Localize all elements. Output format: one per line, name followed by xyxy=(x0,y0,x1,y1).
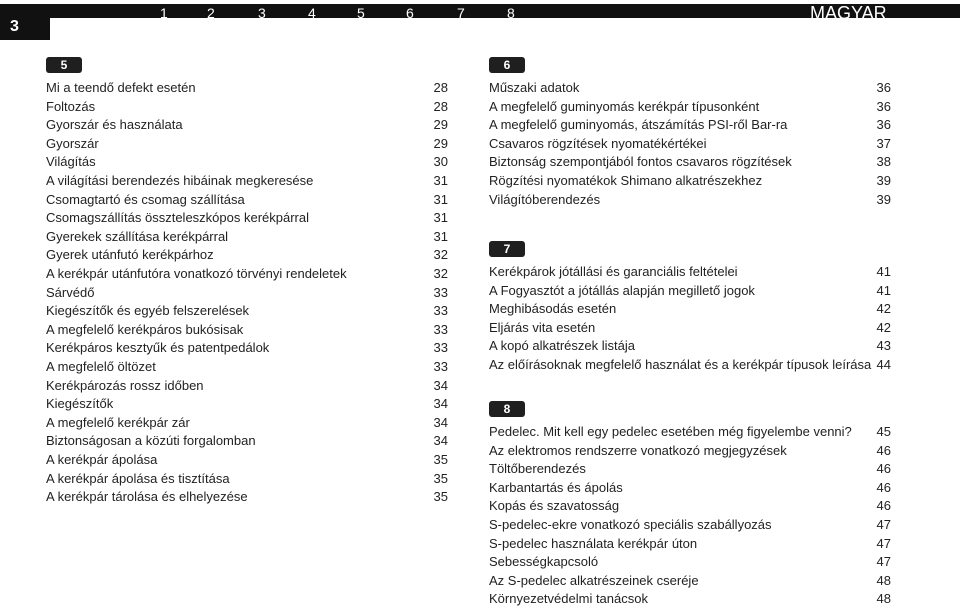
toc-entry[interactable] xyxy=(46,285,448,301)
toc-entry[interactable] xyxy=(46,173,448,189)
toc-entry-title: Világítás xyxy=(46,154,96,170)
toc-entry-page: 34 xyxy=(433,414,448,430)
toc-entry-page: 31 xyxy=(433,191,448,207)
toc-entry[interactable] xyxy=(489,573,891,589)
toc-entry[interactable] xyxy=(46,99,448,115)
toc-entry-page: 46 xyxy=(876,479,891,495)
toc-entry[interactable] xyxy=(46,192,448,208)
toc-entry-page: 41 xyxy=(876,264,891,279)
toc-entry[interactable] xyxy=(46,433,448,449)
toc-entry[interactable] xyxy=(489,357,891,373)
toc-entry-title: Sebességkapcsoló xyxy=(489,554,599,570)
chapter-tab-1[interactable]: 1 xyxy=(160,5,168,21)
chapter-tab-3[interactable]: 3 xyxy=(258,5,266,21)
toc-entry-page: 28 xyxy=(433,98,448,114)
toc-entry[interactable] xyxy=(489,461,891,477)
toc-entry-page: 33 xyxy=(433,321,448,337)
toc-entry-page: 31 xyxy=(433,210,448,226)
chapter-tab-6[interactable]: 6 xyxy=(406,5,414,21)
toc-entry-page: 35 xyxy=(433,470,448,486)
toc-entry-title: A Fogyasztót a jótállás alapján megillető jogok xyxy=(489,282,755,298)
toc-entry[interactable] xyxy=(489,80,891,96)
toc-entry[interactable] xyxy=(46,154,448,170)
toc-entry[interactable] xyxy=(489,264,891,280)
toc-entry-page: 46 xyxy=(876,461,891,477)
toc-entry[interactable] xyxy=(46,322,448,338)
toc-entry-title: Kopás és szavatosság xyxy=(489,498,620,514)
toc-entry[interactable] xyxy=(489,173,891,189)
toc-entry-title: Eljárás vita esetén xyxy=(489,319,596,335)
toc-entry-page: 34 xyxy=(433,377,448,393)
toc-entry-page: 42 xyxy=(876,301,891,317)
toc-entry[interactable] xyxy=(489,136,891,152)
toc-entry-title: A megfelelő guminyomás kerékpár típusonként xyxy=(489,98,760,114)
toc-entry-page: 31 xyxy=(433,228,448,244)
toc-entry-page: 33 xyxy=(433,359,448,374)
section-7 xyxy=(489,240,525,258)
toc-entry-page: 36 xyxy=(876,80,891,95)
toc-entry[interactable] xyxy=(489,192,891,208)
toc-entry-title: Kiegészítők xyxy=(46,396,114,412)
toc-entry-page: 35 xyxy=(433,489,448,505)
toc-entry-page: 29 xyxy=(433,135,448,151)
toc-entry-page: 34 xyxy=(433,396,448,412)
toc-entry[interactable] xyxy=(489,338,891,354)
chapter-tab-8[interactable]: 8 xyxy=(507,5,515,21)
toc-entry[interactable] xyxy=(46,415,448,431)
header-bar xyxy=(0,0,960,40)
section-badge: 7 xyxy=(489,241,525,257)
toc-entry-title: Biztonság szempontjából fontos csavaros rögzítések xyxy=(489,154,792,170)
toc-entry-page: 33 xyxy=(433,303,448,319)
toc-entry-title: Gyorszár xyxy=(46,135,99,151)
toc-entry-page: 32 xyxy=(433,247,448,263)
language-label: MAGYAR xyxy=(810,3,887,23)
toc-entry[interactable] xyxy=(46,489,448,505)
section-badge: 5 xyxy=(46,57,82,73)
toc-entry[interactable] xyxy=(489,301,891,317)
toc-entry-page: 48 xyxy=(876,572,891,588)
toc-entry-page: 28 xyxy=(433,80,448,95)
section-badge: 8 xyxy=(489,401,525,417)
section-5 xyxy=(46,56,450,74)
chapter-tab-5[interactable]: 5 xyxy=(357,5,365,21)
toc-entry-title: A megfelelő öltözet xyxy=(46,359,156,374)
toc-entry-title: Rögzítési nyomatékok Shimano alkatrészekhez xyxy=(489,173,763,188)
toc-entry-page: 42 xyxy=(876,319,891,335)
toc-entry[interactable] xyxy=(489,517,891,533)
toc-entry-title: A megfelelő kerékpár zár xyxy=(46,414,190,430)
toc-entry[interactable] xyxy=(46,340,448,356)
toc-entry[interactable] xyxy=(489,480,891,496)
toc-entry-page: 39 xyxy=(876,191,891,207)
toc-entry-page: 43 xyxy=(876,338,891,354)
toc-entry-title: Gyerekek szállítása kerékpárral xyxy=(46,228,229,244)
toc-entry-page: 41 xyxy=(876,282,891,298)
toc-entry-page: 35 xyxy=(433,452,448,467)
toc-entry-title: Műszaki adatok xyxy=(489,80,580,95)
toc-entry[interactable] xyxy=(46,452,448,468)
toc-entry-title: Gyorszár és használata xyxy=(46,117,183,133)
toc-entry[interactable] xyxy=(46,229,448,245)
toc-entry-title: A megfelelő guminyomás, átszámítás PSI-ről Bar-ra xyxy=(489,117,788,133)
toc-entry[interactable] xyxy=(46,471,448,487)
toc-entry-title: Karbantartás és ápolás xyxy=(489,479,623,495)
toc-entry[interactable] xyxy=(46,359,448,375)
toc-entry-page: 29 xyxy=(433,117,448,133)
toc-entry-title: Környezetvédelmi tanácsok xyxy=(489,591,648,607)
toc-entry-title: Világítóberendezés xyxy=(489,191,601,207)
toc-entry[interactable] xyxy=(46,210,448,226)
toc-entry[interactable] xyxy=(489,591,891,607)
toc-entry-page: 46 xyxy=(876,442,891,458)
section-badge: 6 xyxy=(489,57,525,73)
section-6 xyxy=(489,56,525,74)
toc-entry-page: 36 xyxy=(876,117,891,133)
toc-entry-title: Kerékpáros kesztyűk és patentpedálok xyxy=(46,340,270,356)
toc-entry-title: Az előírásoknak megfelelő használat és a kerékpár típusok leírása xyxy=(489,357,872,372)
chapter-tab-7[interactable]: 7 xyxy=(457,5,465,21)
toc-entry-title: Az S-pedelec alkatrészeinek cseréje xyxy=(489,572,699,588)
toc-entry-title: Csavaros rögzítések nyomatékértékei xyxy=(489,135,707,151)
toc-entry-page: 44 xyxy=(876,357,891,372)
toc-entry-title: A kerékpár ápolása és tisztítása xyxy=(46,470,230,486)
toc-entry-page: 39 xyxy=(876,173,891,188)
toc-entry-title: Meghibásodás esetén xyxy=(489,301,617,317)
toc-entry[interactable] xyxy=(46,80,448,96)
page-number: 3 xyxy=(0,4,50,40)
toc-entry-title: A kerékpár ápolása xyxy=(46,452,158,467)
toc-entry-page: 33 xyxy=(433,284,448,300)
toc-entry-title: A kopó alkatrészek listája xyxy=(489,338,635,354)
toc-entry[interactable] xyxy=(46,247,448,263)
toc-entry[interactable] xyxy=(489,99,891,115)
toc-entry-page: 38 xyxy=(876,154,891,170)
toc-entry[interactable] xyxy=(489,536,891,552)
toc-entry[interactable] xyxy=(489,424,891,440)
toc-entry[interactable] xyxy=(46,303,448,319)
toc-entry-title: A kerékpár tárolása és elhelyezése xyxy=(46,489,248,505)
toc-entry-page: 47 xyxy=(876,517,891,532)
toc-entry-title: Töltőberendezés xyxy=(489,461,586,477)
toc-entry-title: Az elektromos rendszerre vonatkozó megjegyzések xyxy=(489,442,787,458)
toc-entry-page: 48 xyxy=(876,591,891,607)
toc-entry-title: S-pedelec-ekre vonatkozó speciális szabállyozás xyxy=(489,517,772,532)
toc-entry-page: 31 xyxy=(433,173,448,188)
toc-entry[interactable] xyxy=(489,283,891,299)
toc-entry-page: 34 xyxy=(433,433,448,449)
toc-entry[interactable] xyxy=(489,154,891,170)
toc-entry[interactable] xyxy=(46,136,448,152)
toc-entry-page: 45 xyxy=(876,424,891,439)
chapter-tab-4[interactable]: 4 xyxy=(308,5,316,21)
toc-entry-title: Csomagszállítás összteleszkópos kerékpárral xyxy=(46,210,309,226)
toc-entry-title: Mi a teendő defekt esetén xyxy=(46,80,196,95)
toc-entry-title: Kerékpározás rossz időben xyxy=(46,377,204,393)
toc-entry-page: 47 xyxy=(876,554,891,570)
section-8 xyxy=(489,400,525,418)
toc-entry[interactable] xyxy=(489,498,891,514)
toc-entry[interactable] xyxy=(489,117,891,133)
toc-entry-title: Gyerek utánfutó kerékpárhoz xyxy=(46,247,214,263)
toc-entry-page: 36 xyxy=(876,98,891,114)
toc-entry-title: S-pedelec használata kerékpár úton xyxy=(489,535,698,551)
toc-entry-title: A kerékpár utánfutóra vonatkozó törvényi rendeletek xyxy=(46,266,347,281)
toc-entry-title: Biztonságosan a közúti forgalomban xyxy=(46,433,256,449)
toc-entry-title: Csomagtartó és csomag szállítása xyxy=(46,191,245,207)
toc-entry[interactable] xyxy=(489,443,891,459)
toc-entry-page: 32 xyxy=(433,266,448,281)
toc-entry[interactable] xyxy=(46,396,448,412)
chapter-tab-2[interactable]: 2 xyxy=(207,5,215,21)
toc-entry-page: 37 xyxy=(876,135,891,151)
toc-entry-page: 33 xyxy=(433,340,448,356)
toc-entry-title: A megfelelő kerékpáros bukósisak xyxy=(46,321,244,337)
toc-entry-title: Kiegészítők és egyéb felszerelések xyxy=(46,303,250,319)
toc-entry-page: 47 xyxy=(876,535,891,551)
toc-entry-title: A világítási berendezés hibáinak megkeresése xyxy=(46,173,314,188)
toc-entry[interactable] xyxy=(489,554,891,570)
toc-entry-title: Kerékpárok jótállási és garanciális feltételei xyxy=(489,264,738,279)
toc-entry-page: 30 xyxy=(433,154,448,170)
toc-entry[interactable] xyxy=(46,378,448,394)
toc-entry-title: Pedelec. Mit kell egy pedelec esetében még figyelembe venni? xyxy=(489,424,852,439)
toc-entry-page: 46 xyxy=(876,498,891,514)
toc-entry[interactable] xyxy=(46,117,448,133)
toc-entry-title: Sárvédő xyxy=(46,284,95,300)
toc-entry[interactable] xyxy=(489,320,891,336)
toc-entry-title: Foltozás xyxy=(46,98,96,114)
toc-entry[interactable] xyxy=(46,266,448,282)
